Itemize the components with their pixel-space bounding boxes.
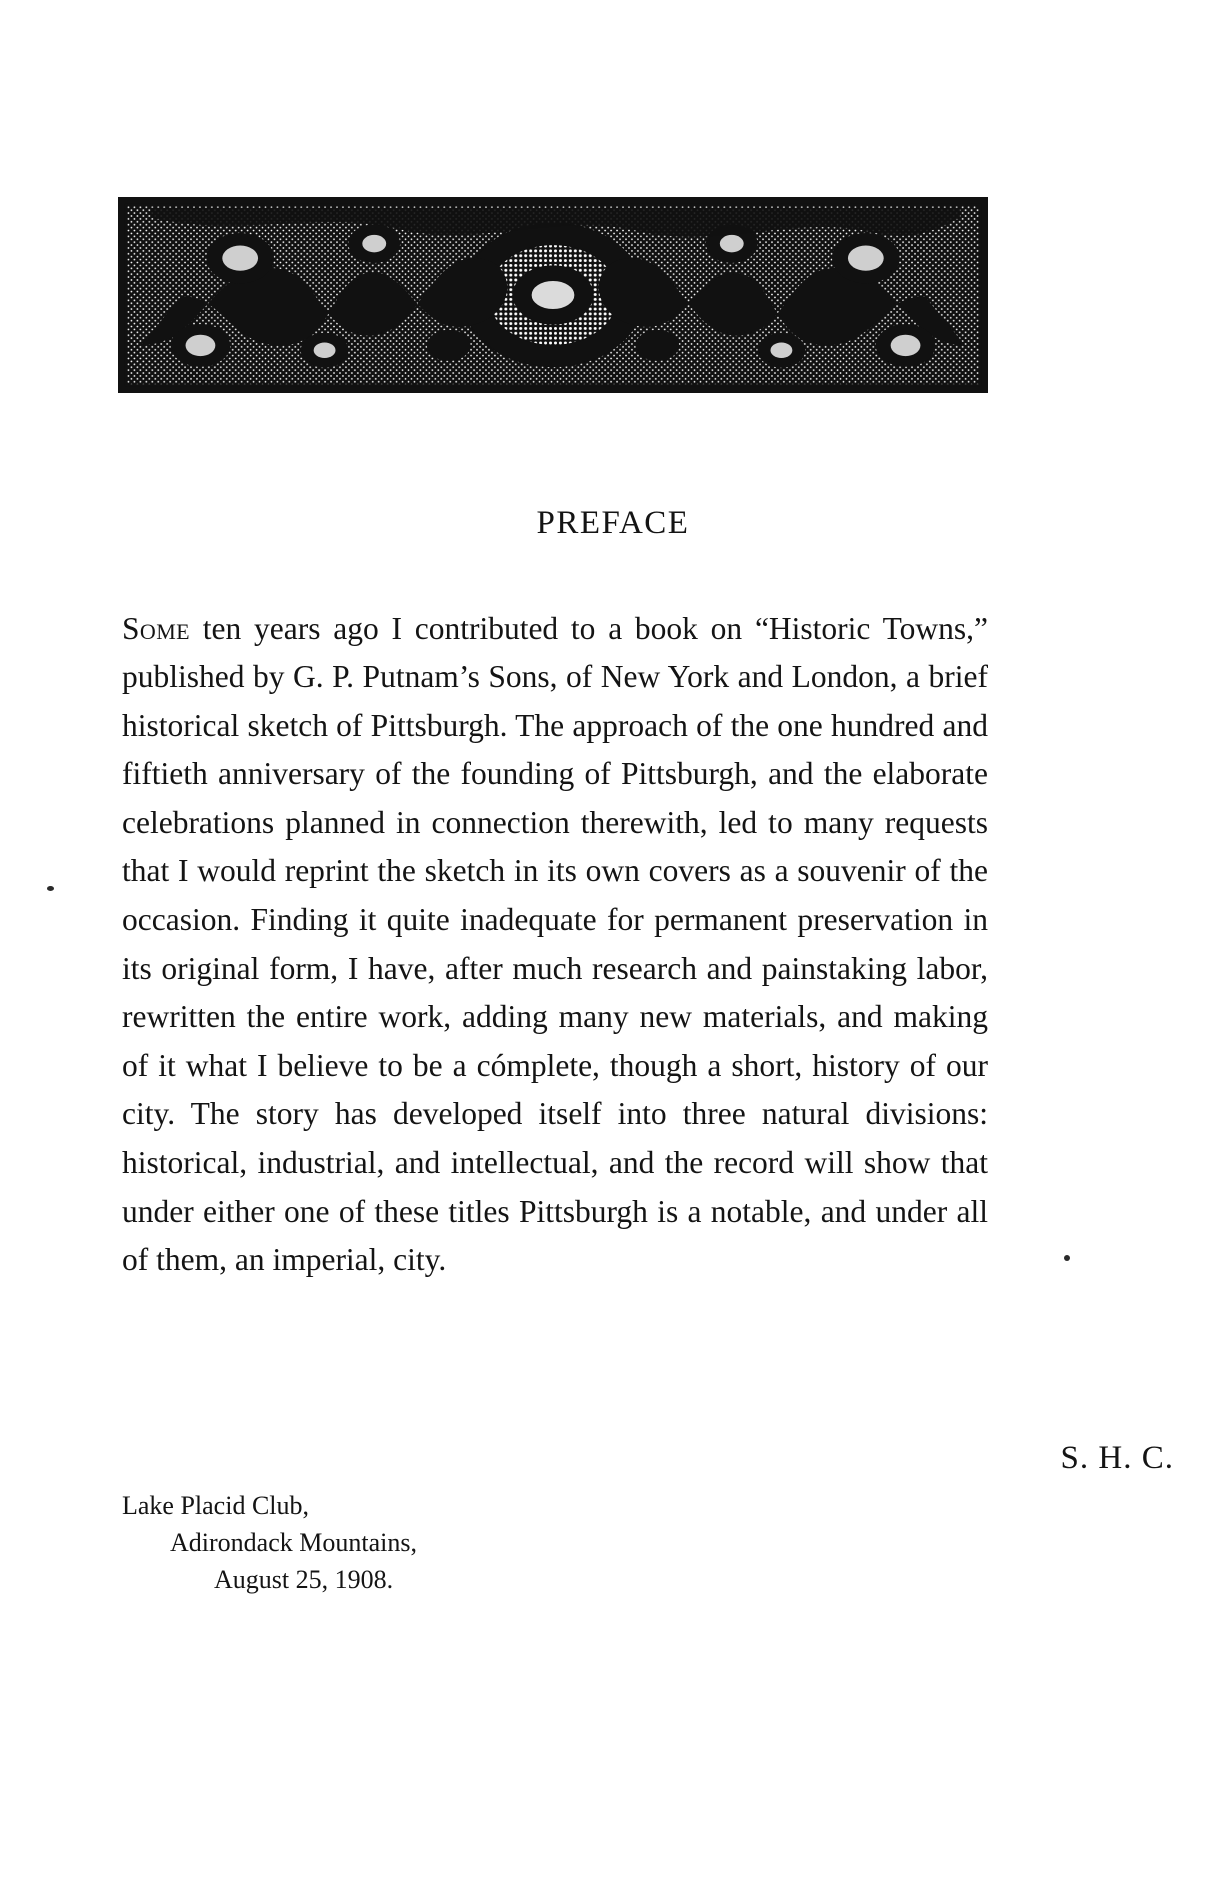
page-title: PREFACE (536, 505, 690, 541)
page-speck (47, 886, 54, 891)
preface-paragraph (122, 605, 988, 1285)
colophon-place: Lake Placid Club, (122, 1491, 310, 1520)
floral-headpiece-ornament (118, 197, 988, 393)
colophon-region: Adirondack Mountains, (170, 1528, 417, 1557)
preface-small-caps-opening: Some (122, 610, 191, 646)
preface-body-text: ten years ago I contributed to a book on “Historic Towns,” published by G. P. Putnam’s Sons, of New York and London, a brief historical sketch of Pittsburgh. The approach of the one hundred and fiftieth anniversary of the founding of Pittsburgh, and the elaborate celebrations planned in connection therewith, led to many requests that I would reprint the sketch in its own covers as a souvenir of the occasion. Finding it quite inadequate for permanent preservation in its original form, I have, after much research and painstaking labor, rewritten the entire work, adding many new materials, and making of it what I believe to be a cómplete, though a short, history of our city. The story has developed itself into three natural divisions: historical, industrial, and intellectual, and the record will show that under either one of these titles Pittsburgh is a notable, and under all of them, an imperial, city. (122, 610, 988, 1278)
author-initials: S. H. C. (1060, 1440, 1174, 1476)
page-speck (1064, 1255, 1070, 1261)
colophon-block (122, 1487, 722, 1598)
colophon-date: August 25, 1908. (214, 1565, 394, 1594)
